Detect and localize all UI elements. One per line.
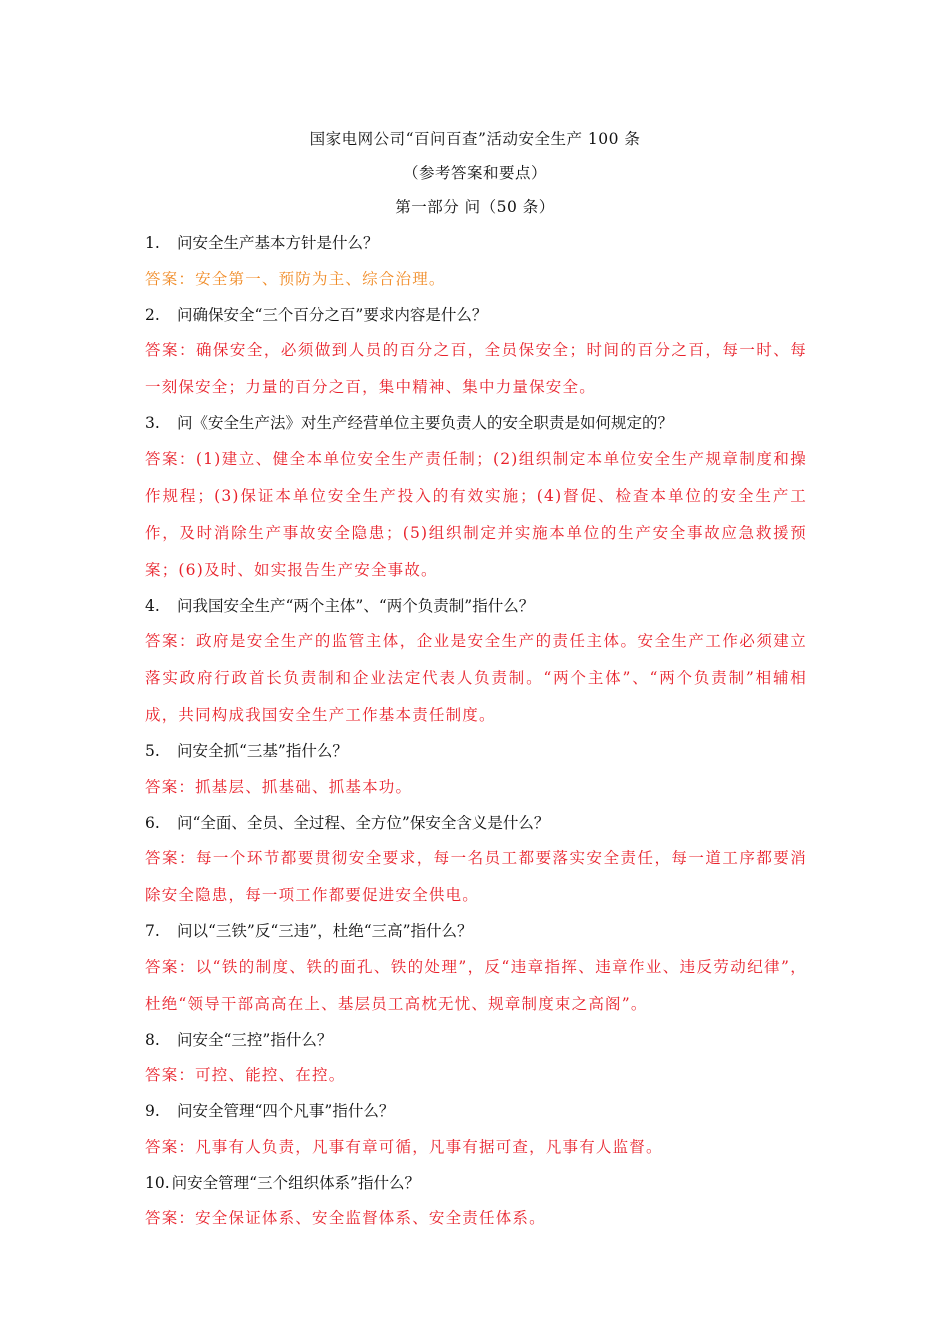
question-body: 问以“三铁”反“三违”，杜绝“三高”指什么？ [177, 922, 473, 940]
question-text [145, 298, 807, 333]
answer-text: 答案：每一个环节都要贯彻安全要求，每一名员工都要落实安全责任，每一道工序都要消除安全隐患，每一项工作都要促进安全供电。 [145, 849, 807, 904]
question-text [145, 589, 807, 624]
question-body: 问安全“三控”指什么？ [177, 1030, 333, 1049]
question-number: 5. [145, 742, 160, 760]
qa-item [145, 806, 807, 915]
qa-item [145, 1094, 807, 1166]
question-body: 问确保安全“三个百分之百”要求内容是什么？ [177, 305, 488, 324]
answer-text: 答案：政府是安全生产的监管主体，企业是安全生产的责任主体。安全生产工作必须建立落实政府行政首长负责制和企业法定代表人负责制。“两个主体”、“两个负责制”相辅相成，共同构成我国安全生产工作基本责任制度。 [145, 632, 807, 724]
question-body: 问我国安全生产“两个主体”、“两个负责制”指什么？ [177, 596, 535, 615]
answer-text: 答案：安全保证体系、安全监督体系、安全责任体系。 [145, 1209, 546, 1227]
question-text [145, 734, 807, 769]
question-text [145, 1094, 807, 1129]
question-number: 3. [145, 414, 160, 432]
qa-item [145, 1166, 807, 1238]
question-number: 7. [145, 922, 160, 940]
question-body: 问安全管理“三个组织体系”指什么？ [171, 1173, 421, 1192]
answer-text: 答案：抓基层、抓基础、抓基本功。 [145, 777, 413, 796]
question-text [145, 914, 807, 949]
qa-item [145, 226, 807, 298]
answer-text: 答案：凡事有人负责，凡事有章可循，凡事有据可查，凡事有人监督。 [145, 1137, 663, 1156]
document-title: 国家电网公司“百问百查”活动安全生产 100 条 [309, 130, 641, 148]
qa-item [145, 1023, 807, 1095]
question-text [145, 406, 807, 441]
qa-list [145, 226, 807, 1237]
answer-text: 答案：确保安全，必须做到人员的百分之百，全员保安全；时间的百分之百，每一时、每一刻保安全；力量的百分之百，集中精神、集中力量保安全。 [145, 341, 807, 396]
qa-item [145, 298, 807, 407]
question-body: 问安全管理“四个凡事”指什么？ [177, 1102, 395, 1120]
question-number: 2. [145, 305, 160, 324]
qa-item [145, 914, 807, 1023]
answer-text: 答案：(1)建立、健全本单位安全生产责任制；(2)组织制定本单位安全生产规章制度和操作规程；(3)保证本单位安全生产投入的有效实施；(4)督促、检查本单位的安全生产工作，及时消除生产事故安全隐患；(5)组织制定并实施本单位的生产安全事故应急救援预案；(6)及时、如实报告生产安全事故。 [145, 449, 807, 579]
answer-text: 答案：可控、能控、在控。 [145, 1066, 346, 1084]
question-body: 问《安全生产法》对生产经营单位主要负责人的安全职责是如何规定的？ [177, 414, 674, 432]
question-body: 问安全生产基本方针是什么？ [177, 234, 379, 252]
question-number: 6. [145, 813, 160, 832]
question-body: 问“全面、全员、全过程、全方位”保安全含义是什么？ [177, 813, 550, 832]
qa-item [145, 406, 807, 589]
question-text [145, 1023, 807, 1058]
question-text [145, 806, 807, 841]
qa-item [145, 734, 807, 806]
section-heading: 第一部分 问（50 条） [395, 198, 555, 216]
qa-item [145, 589, 807, 735]
question-number: 10. [145, 1173, 170, 1192]
answer-text: 答案：以“铁的制度、铁的面孔、铁的处理”，反“违章指挥、违章作业、违反劳动纪律”，杜绝“领导干部高高在上、基层员工高枕无忧、规章制度束之高阁”。 [145, 957, 807, 1013]
answer-text: 答案：安全第一、预防为主、综合治理。 [145, 269, 446, 288]
question-number: 9. [145, 1102, 160, 1120]
question-text [145, 1166, 807, 1201]
question-number: 1. [145, 234, 160, 252]
question-number: 4. [145, 596, 160, 615]
question-text [145, 226, 807, 261]
document-subtitle: （参考答案和要点） [402, 164, 547, 182]
question-number: 8. [145, 1030, 160, 1049]
question-body: 问安全抓“三基”指什么？ [177, 742, 348, 760]
document-header [0, 122, 950, 224]
